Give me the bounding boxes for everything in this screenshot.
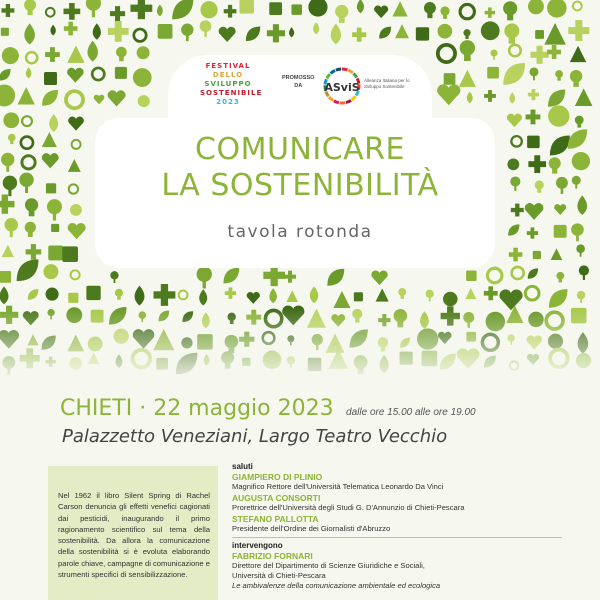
asvis-ring-segment xyxy=(352,96,356,100)
asvis-ring-segment xyxy=(336,69,341,70)
festival-logo-line: FESTIVAL xyxy=(205,62,251,70)
asvis-ring-segment xyxy=(342,69,347,70)
asvis-ring-segment xyxy=(331,70,336,73)
asvis-ring-segment xyxy=(346,100,351,102)
section-label-intervengono: intervengono xyxy=(232,537,562,550)
asvis-ring-segment xyxy=(334,101,339,103)
speaker-name: GIAMPIERO DI PLINIO xyxy=(232,472,323,482)
speaker-role: Prorettrice dell'Università degli Studi G. D'Annunzio di Chieti-Pescara xyxy=(232,503,465,512)
promoted-by-label: PROMOSSO DA xyxy=(282,75,315,89)
festival-logo-line: SVILUPPO xyxy=(204,80,252,88)
speaker-role: Magnifico Rettore dell'Università Telematica Leonardo Da Vinci xyxy=(232,482,444,491)
festival-logo xyxy=(200,62,263,108)
speaker-name: AUGUSTA CONSORTI xyxy=(232,493,321,503)
page-subtitle: tavola rotonda xyxy=(227,222,373,242)
event-venue: Palazzetto Veneziani, Largo Teatro Vecchio xyxy=(62,426,448,447)
title-line-1: COMUNICARE xyxy=(195,132,405,167)
title-line-2: LA SOSTENIBILITÀ xyxy=(161,168,439,203)
speaker-name: STEFANO PALLOTTA xyxy=(232,514,319,524)
speaker-talk-title: Le ambivalenze della comunicazione ambientale ed ecologica xyxy=(232,581,441,590)
speaker-role: Presidente dell'Ordine dei Giornalisti d'Abruzzo xyxy=(232,524,391,533)
intro-text: Nel 1962 il libro Silent Spring di Rachel Carson denuncia gli effetti venefici cagionati dai pesticidi, inaugurando il primo ragionamento scientifico sul tema della sostenibilità. Da allora la comunicazione della sostenibilità si è evoluta elaborando parole chiave, campagne di comunicazione e strumenti specifici di sensibilizzazione. xyxy=(58,491,210,580)
logo-bar xyxy=(200,58,410,113)
program-list xyxy=(232,462,562,591)
event-city-date: CHIETI · 22 maggio 2023 xyxy=(60,396,334,421)
intro-box xyxy=(48,466,218,600)
asvis-ring-segment xyxy=(327,74,330,78)
page-title xyxy=(100,132,500,204)
section-label-saluti: saluti xyxy=(232,462,253,471)
speaker-role: Direttore del Dipartimento di Scienze Giuridiche e Sociali, xyxy=(232,561,425,570)
asvis-description: Alleanza Italiana per lo Sviluppo Sostenibile xyxy=(364,78,410,89)
event-hours: dalle ore 15.00 alle ore 19.00 xyxy=(346,407,476,418)
festival-logo-line: DELLO xyxy=(212,71,244,79)
event-dateline xyxy=(60,396,476,421)
asvis-ring-segment xyxy=(348,70,353,73)
speaker-name: FABRIZIO FORNARI xyxy=(232,551,313,561)
asvis-ring-segment xyxy=(353,73,356,77)
asvis-ring-segment xyxy=(329,97,333,101)
festival-logo-line: SOSTENIBILE xyxy=(200,89,263,97)
speaker-affiliation: Università di Chieti-Pescara xyxy=(232,571,326,580)
asvis-logo-text: ASviS xyxy=(324,81,360,94)
festival-logo-line: 2023 xyxy=(216,98,240,106)
asvis-logo xyxy=(322,66,362,106)
